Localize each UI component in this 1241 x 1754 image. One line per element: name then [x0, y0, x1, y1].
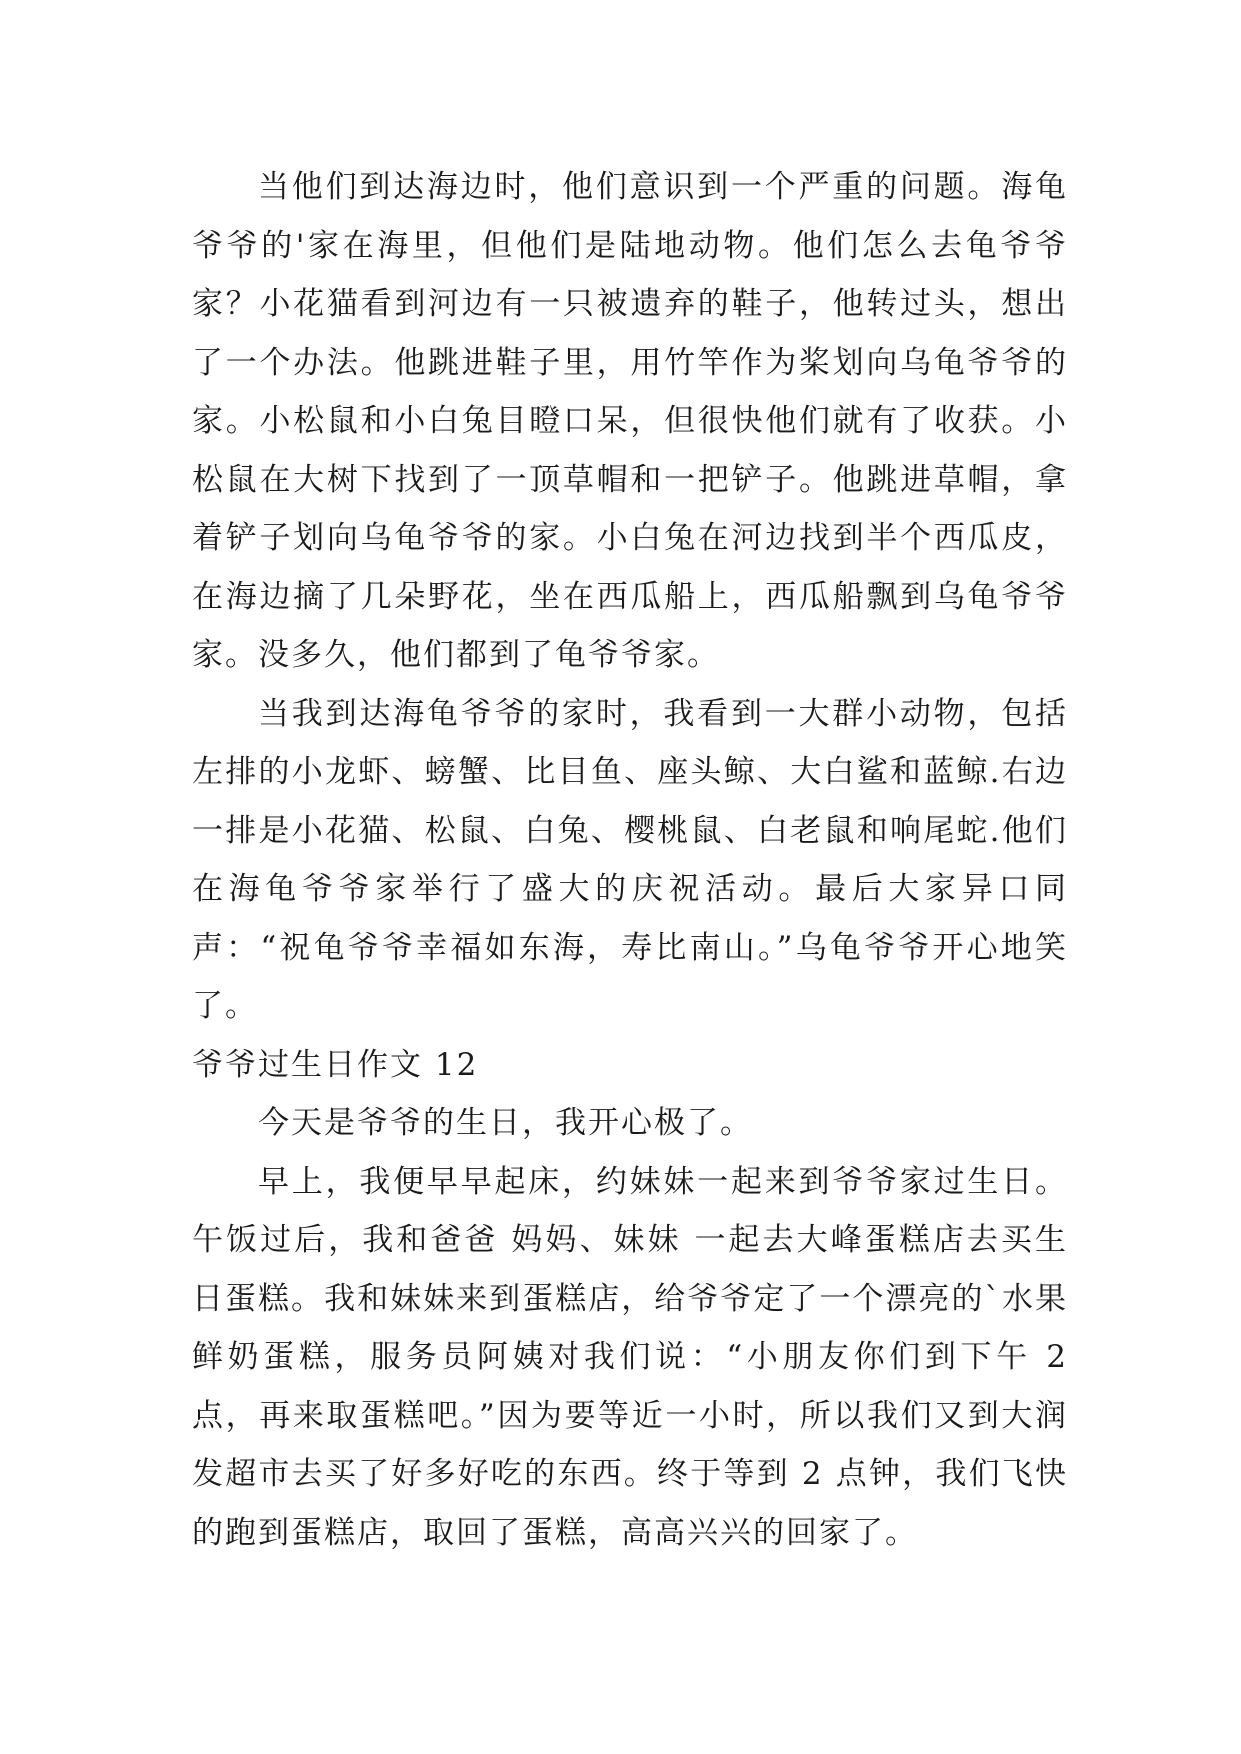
- paragraph: 当他们到达海边时，他们意识到一个严重的问题。海龟爷爷的'家在海里，但他们是陆地动物。他们怎么去龟爷爷家？小花猫看到河边有一只被遗弃的鞋子，他转过头，想出了一个办法。他跳进鞋子里，用竹竿作为桨划向乌龟爷爷的家。小松鼠和小白兔目瞪口呆，但很快他们就有了收获。小松鼠在大树下找到了一顶草帽和一把铲子。他跳进草帽，拿着铲子划向乌龟爷爷的家。小白兔在河边找到半个西瓜皮，在海边摘了几朵野花，坐在西瓜船上，西瓜船飘到乌龟爷爷家。没多久，他们都到了龟爷爷家。: [192, 169, 1068, 673]
- paragraph: 今天是爷爷的生日，我开心极了。: [258, 1105, 753, 1141]
- section-title: 爷爷过生日作文 12: [192, 1046, 479, 1083]
- document-body: [192, 158, 1068, 1562]
- paragraph: 早上，我便早早起床，约妹妹一起来到爷爷家过生日。午饭过后，我和爸爸 妈妈、妹妹 一起去大峰蛋糕店去买生日蛋糕。我和妹妹来到蛋糕店，给爷爷定了一个漂亮的`水果鲜奶蛋糕，服务员阿姨对我们说：“小朋友你们到下午 2 点，再来取蛋糕吧。”因为要等近一小时，所以我们又到大润发超市去买了好多好吃的东西。终于等到 2 点钟，我们飞快的跑到蛋糕店，取回了蛋糕，高高兴兴的回家了。: [192, 1163, 1068, 1551]
- paragraph: 当我到达海龟爷爷的家时，我看到一大群小动物，包括左排的小龙虾、螃蟹、比目鱼、座头鲸、大白鲨和蓝鲸.右边一排是小花猫、松鼠、白兔、樱桃鼠、白老鼠和响尾蛇.他们在海龟爷爷家举行了盛大的庆祝活动。最后大家异口同声：“祝龟爷爷幸福如东海，寿比南山。”乌龟爷爷开心地笑了。: [192, 695, 1068, 1024]
